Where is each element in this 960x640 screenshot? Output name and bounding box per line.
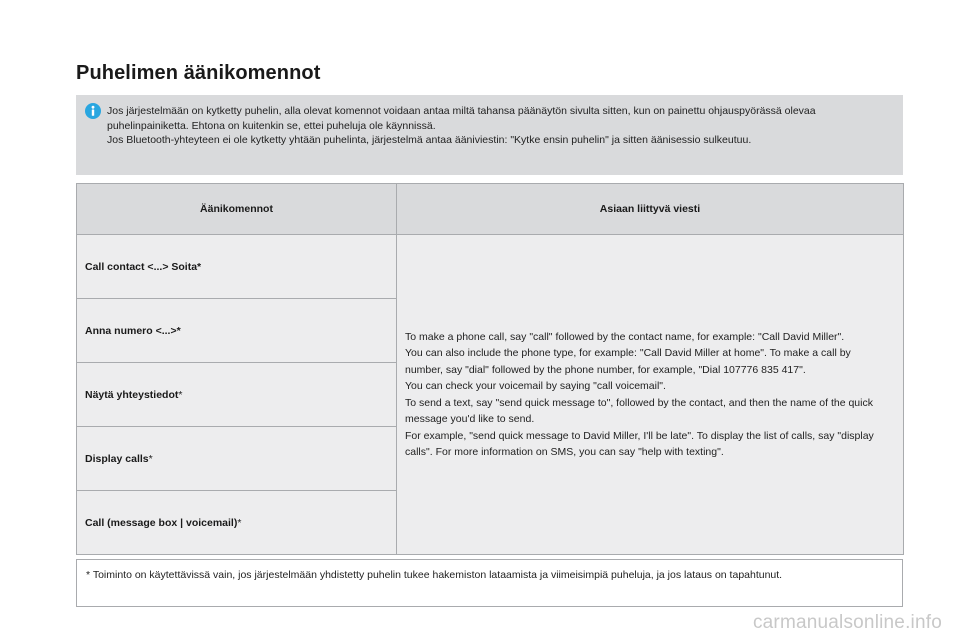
- info-line: Jos järjestelmään on kytketty puhelin, alla olevat komennot voidaan antaa miltä tahansa päänäytön sivulta sitten, kun on painettu ohjauspyörässä olevaa puhelinpainiketta. Ehtona on kuitenkin se, ettei puheluja ole käynnissä.: [107, 105, 816, 132]
- command-cell: [77, 427, 397, 491]
- info-text: [107, 104, 895, 148]
- header-voice-commands: Äänikomennot: [77, 184, 397, 235]
- info-icon: [85, 103, 101, 119]
- command-label: Call contact <...> Soita*: [85, 260, 202, 273]
- table-row: [77, 235, 904, 299]
- message-line: To send a text, say "send quick message to", followed by the contact, and then the name of the quick message you'd like to send.: [405, 396, 873, 425]
- message-line: You can check your voicemail by saying "call voicemail".: [405, 380, 666, 392]
- command-cell: [77, 299, 397, 363]
- message-cell: [397, 235, 904, 555]
- footnote-text: * Toiminto on käytettävissä vain, jos järjestelmään yhdistetty puhelin tukee hakemiston lataamista ja viimeisimpiä puheluja, ja jos lataus on tapahtunut.: [86, 569, 783, 581]
- footnote-box: [76, 559, 903, 607]
- command-label: Display calls: [85, 452, 149, 465]
- footnote-marker: *: [178, 388, 183, 401]
- info-box: [76, 95, 903, 175]
- table-header-row: [77, 184, 904, 235]
- message-line: To make a phone call, say "call" followed by the contact name, for example: "Call David Miller".: [405, 330, 845, 343]
- command-label: Näytä yhteystiedot: [85, 388, 179, 401]
- command-cell: [77, 235, 397, 299]
- message-line: You can also include the phone type, for example: "Call David Miller at home". To make a call by number, say "dial" followed by the phone number, for example, "Dial 107776 835 417".: [405, 347, 851, 376]
- footnote-marker: *: [148, 452, 153, 465]
- command-label: Anna numero <...>*: [85, 324, 181, 337]
- command-cell: [77, 363, 397, 427]
- info-line: Jos Bluetooth-yhteyteen ei ole kytketty yhtään puhelinta, järjestelmä antaa ääniviestin: "Kytke ensin puhelin" ja sitten äänisessio sulkeutuu.: [107, 134, 752, 146]
- command-label: Call (message box | voicemail): [85, 516, 238, 529]
- footnote-marker: *: [237, 516, 242, 529]
- message-line: For example, "send quick message to David Miller, I'll be late". To display the list of calls, say "display calls". For more information on SMS, you can say "help with texting".: [405, 429, 874, 458]
- page-title: Puhelimen äänikomennot: [76, 62, 321, 84]
- voice-commands-table: [76, 183, 904, 555]
- watermark: carmanualsonline.info: [752, 612, 942, 633]
- header-related-message: Asiaan liittyvä viesti: [397, 184, 904, 235]
- command-cell: [77, 491, 397, 555]
